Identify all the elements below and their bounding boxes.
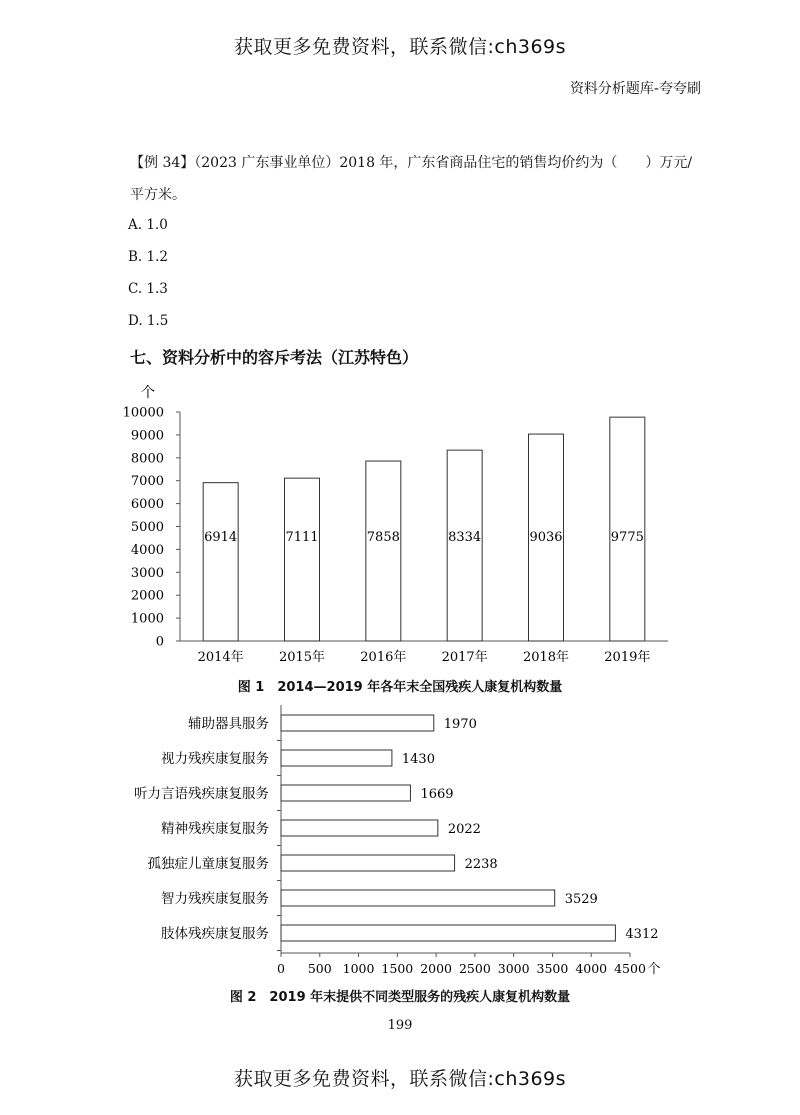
chart-1-bar	[285, 478, 320, 641]
option-c: C. 1.3	[128, 281, 168, 297]
section-title: 七、资料分析中的容斥考法（江苏特色）	[130, 348, 419, 367]
chart-2-bar	[281, 890, 555, 906]
chart-1-y-tick-label: 5000	[130, 520, 164, 535]
chart-2-x-tick-label: 1000	[342, 961, 375, 976]
chart-2-x-tick-label: 2000	[420, 961, 453, 976]
chart-1-y-tick-label: 2000	[130, 588, 164, 604]
chart-2-category-label: 听力言语残疾康复服务	[134, 786, 269, 802]
chart-2-bar	[281, 785, 410, 801]
chart-2-data-label: 2238	[464, 857, 498, 872]
chart-2-category-label: 视力残疾康复服务	[161, 751, 269, 767]
chart-2-data-label: 1669	[420, 787, 454, 802]
option-a: A. 1.0	[128, 217, 168, 233]
chart-1-data-label: 7858	[366, 530, 400, 545]
chart-1-x-tick-label: 2018年	[522, 650, 570, 665]
option-d: D. 1.5	[128, 313, 169, 329]
chart-2-data-label: 4312	[625, 927, 659, 942]
chart-1-y-tick-label: 0	[155, 634, 164, 650]
chart-2-x-tick-label: 1500	[381, 961, 414, 976]
chart-2-data-label: 2022	[447, 822, 481, 837]
chart-2-bar	[281, 715, 434, 731]
chart-1-x-tick-label: 2019年	[604, 650, 651, 665]
chart-2-x-tick-label: 4000	[575, 961, 608, 976]
chart-1-y-tick-label: 1000	[130, 611, 164, 627]
question-text: 【例 34】（2023 广东事业单位）2018 年，广东省商品住宅的销售均价约为（ ）万元/	[130, 155, 693, 171]
chart-2-x-tick-label: 500	[307, 961, 332, 976]
chart-1-x-tick-label: 2014年	[197, 650, 244, 665]
chart-2-bar	[281, 750, 392, 766]
chart-2-x-tick-label: 4500	[614, 961, 646, 976]
chart-1-y-tick-label: 4000	[130, 542, 164, 558]
page-number: 199	[387, 1018, 413, 1033]
chart-1-data-label: 6914	[204, 530, 238, 545]
chart-2-x-tick-label: 3500	[536, 961, 569, 976]
chart-1-y-tick-label: 6000	[130, 497, 164, 513]
chart-2-bar	[281, 855, 455, 871]
chart-1-title: 图 1 2014—2019 年各年末全国残疾人康复机构数量	[237, 680, 563, 695]
chart-1-y-tick-label: 7000	[130, 474, 164, 490]
chart-1-x-tick-label: 2015年	[278, 650, 326, 665]
chart-1-x-tick-label: 2017年	[441, 650, 488, 665]
chart-1-y-tick-label: 3000	[130, 565, 164, 581]
chart-2-x-tick-label: 0	[277, 961, 285, 976]
chart-2-horizontal-bar	[0, 700, 800, 980]
chart-1-bar	[203, 483, 238, 641]
chart-1-data-label: 8334	[448, 530, 482, 545]
chart-2-bar	[281, 925, 615, 941]
chart-1-data-label: 9036	[529, 530, 563, 545]
chart-1-y-tick-label: 10000	[122, 405, 164, 421]
chart-2-x-tick-label: 3000	[497, 961, 530, 976]
header-subtitle: 资料分析题库-夸夸刷	[569, 81, 701, 97]
chart-1-data-label: 7111	[285, 530, 319, 545]
chart-2-data-label: 1970	[443, 717, 477, 732]
chart-2-x-tick-label: 2500	[458, 961, 491, 976]
chart-2-category-label: 智力残疾康复服务	[161, 891, 269, 907]
chart-2-x-unit: 个	[647, 962, 661, 977]
chart-1-y-tick-label: 9000	[130, 428, 164, 444]
chart-2-bar	[281, 820, 438, 836]
chart-1-data-label: 9775	[610, 530, 644, 545]
chart-1-x-tick-label: 2016年	[360, 650, 407, 665]
question-text-continued: 平方米。	[130, 187, 186, 203]
option-b: B. 1.2	[128, 249, 168, 265]
chart-2-title: 图 2 2019 年末提供不同类型服务的残疾人康复机构数量	[229, 990, 571, 1005]
chart-1-y-unit: 个	[141, 385, 155, 401]
chart-1-bar	[447, 450, 482, 641]
chart-2-category-label: 肢体残疾康复服务	[161, 926, 269, 942]
top-banner: 获取更多免费资料，联系微信:ch369s	[233, 36, 567, 58]
bottom-banner: 获取更多免费资料，联系微信:ch369s	[233, 1068, 567, 1090]
chart-2-category-label: 孤独症儿童康复服务	[147, 856, 269, 872]
chart-2-data-label: 3529	[564, 892, 598, 907]
chart-1-y-tick-label: 8000	[130, 451, 164, 467]
chart-2-category-label: 辅助器具服务	[188, 716, 269, 732]
chart-2-category-label: 精神残疾康复服务	[161, 821, 269, 837]
chart-1-vertical-bar	[0, 375, 800, 675]
chart-1-bar	[366, 461, 401, 641]
chart-2-data-label: 1430	[401, 752, 435, 767]
